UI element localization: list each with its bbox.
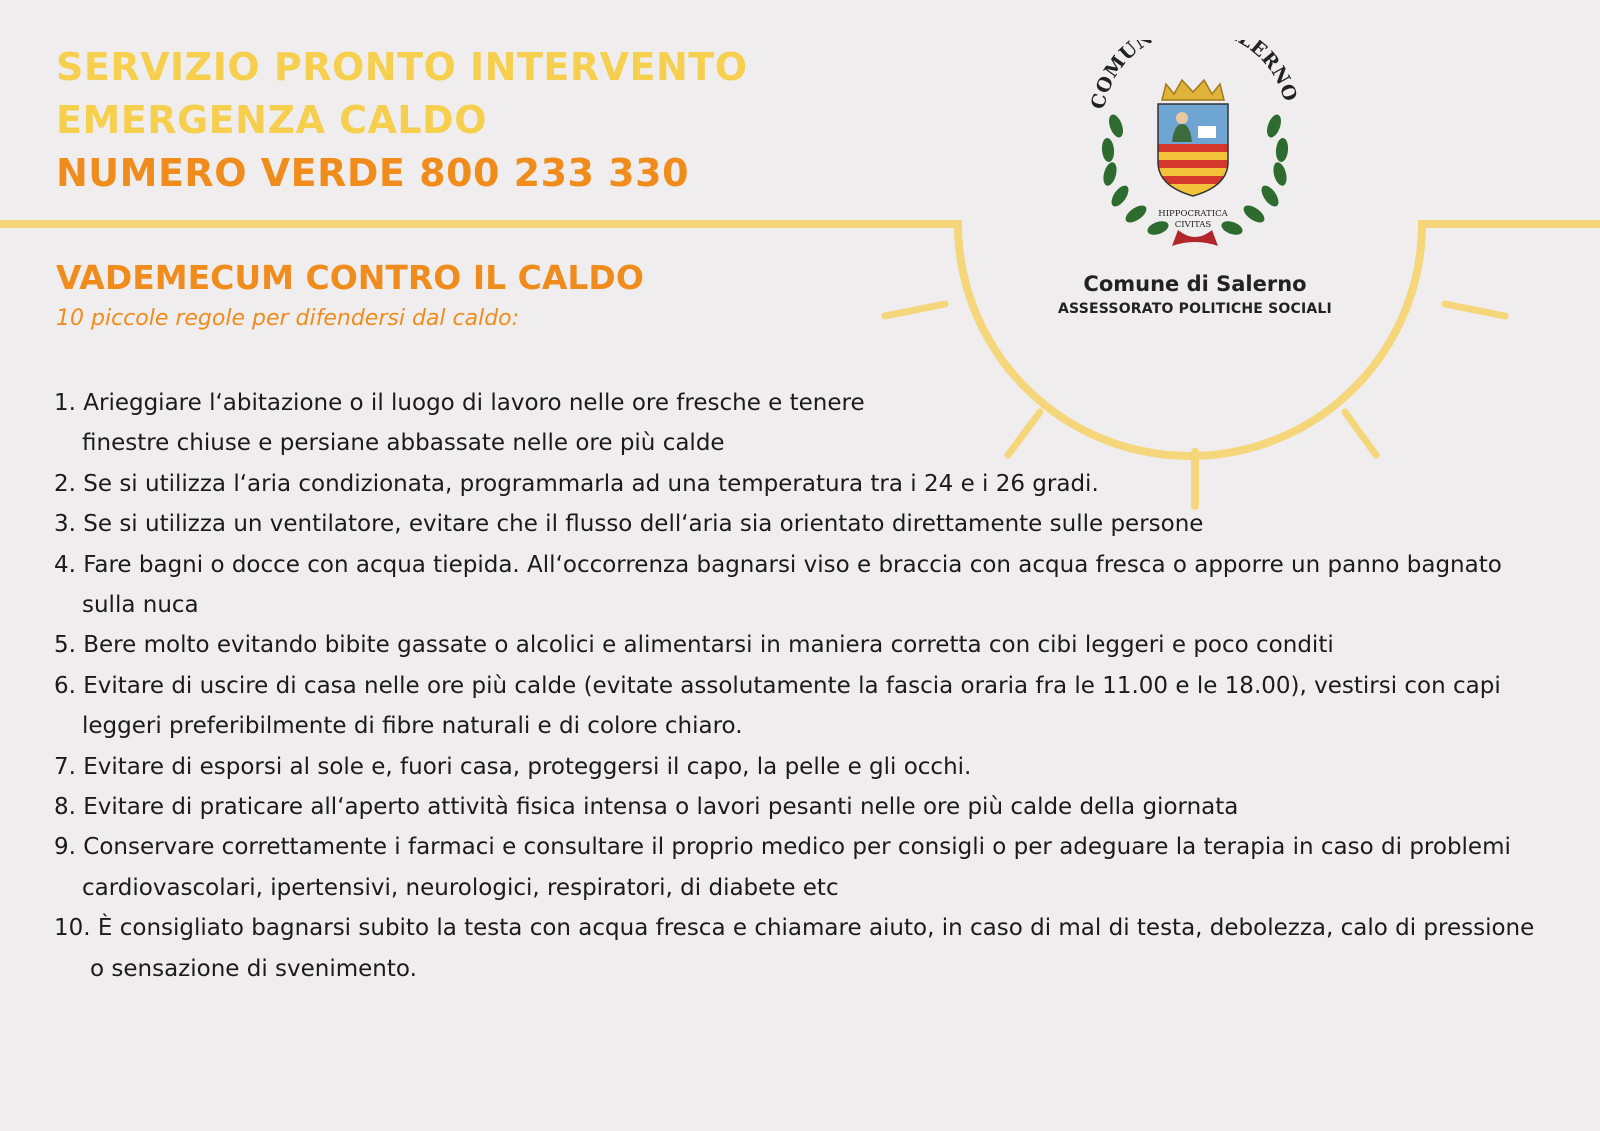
rule-item: 3. Se si utilizza un ventilatore, evitare che il flusso dell‘aria sia orientato direttamente sulle persone (54, 511, 1204, 538)
rule-item: 4. Fare bagni o docce con acqua tiepida. All‘occorrenza bagnarsi viso e braccia con acqua fresca o apporre un panno bagnato sulla nuca (54, 551, 1502, 619)
rule-item: 2. Se si utilizza l‘aria condizionata, programmarla ad una temperatura tra i 24 e i 26 gradi. (54, 470, 1099, 497)
emblem-arc-text: COMU ERNO (1087, 40, 1302, 112)
municipality-emblem (1078, 40, 1312, 264)
rule-item: 8. Evitare di praticare all‘aperto attività fisica intensa o lavori pesanti nelle ore più calde della giornata (54, 794, 1239, 821)
rule-item: 5. Bere molto evitando bibite gassate o alcolici e alimentarsi in maniera corretta con cibi leggeri e poco conditi (54, 632, 1334, 659)
rule-item: 6. Evitare di uscire di casa nelle ore più calde (evitate assolutamente la fascia oraria fra le 11.00 e le 18.00), vestirsi con capi leggeri preferibilmente di fibre naturali e di colore chiaro. (54, 672, 1501, 740)
rule-item: 1. Arieggiare l‘abitazione o il luogo di lavoro nelle ore fresche e tenere finestre chiuse e persiane abbassate nelle ore più calde (54, 390, 865, 457)
municipality-name: Comune di Salerno (1083, 272, 1307, 296)
rule-item: 7. Evitare di esporsi al sole e, fuori casa, proteggersi il capo, la pelle e gli occhi. (54, 753, 972, 780)
department-name: ASSESSORATO POLITICHE SOCIALI (1058, 301, 1332, 317)
motto-line2: CIVITAS (1174, 220, 1212, 230)
motto-line1: HIPPOCRATICA (1158, 209, 1228, 219)
rule-item: 9. Conservare correttamente i farmaci e consultare il proprio medico per consigli o per adeguare la terapia in caso di problemi cardiovascolari, ipertensivi, neurologici, respiratori, di diabete etc (54, 834, 1511, 901)
vademecum-subtitle: 10 piccole regole per difendersi dal caldo: (56, 306, 520, 331)
crest-icon (1078, 40, 1312, 260)
toll-free-number: NUMERO VERDE 800 233 330 (56, 151, 690, 195)
rule-item: 10. È consigliato bagnarsi subito la testa con acqua fresca e chiamare aiuto, in caso di mal di testa, debolezza, calo di pressione o sensazione di svenimento. (54, 915, 1535, 982)
vademecum-title: VADEMECUM CONTRO IL CALDO (56, 258, 644, 297)
emergency-title: EMERGENZA CALDO (56, 98, 487, 142)
rules-list (54, 383, 1554, 989)
service-title: SERVIZIO PRONTO INTERVENTO (56, 45, 748, 89)
